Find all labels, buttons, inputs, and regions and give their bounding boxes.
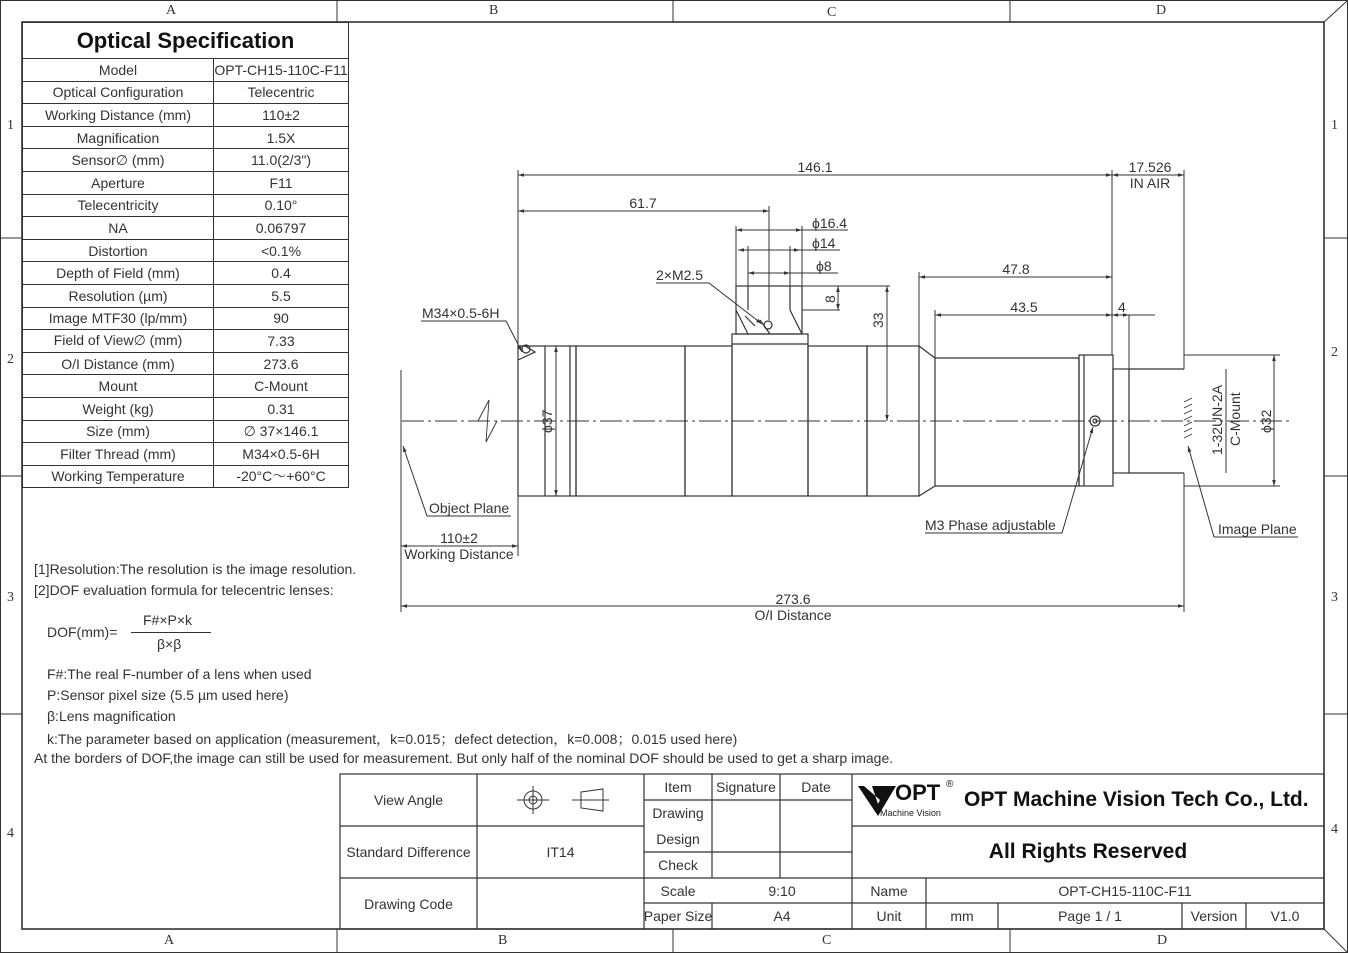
dim-text-wd: 110±2: [440, 530, 478, 546]
spec-value: ∅ 37×146.1: [214, 420, 349, 443]
dim-text-oi: 273.6: [775, 591, 811, 607]
tb-name-value: OPT-CH15-110C-F11: [1058, 882, 1192, 899]
zone-col-b-bottom: B: [498, 933, 508, 948]
note-k-parameter: k:The parameter based on application (measurement，k=0.015；defect detection，k=0.008；0.015 used here): [47, 731, 738, 747]
tb-scale: Scale: [660, 882, 696, 899]
zone-col-d-bottom: D: [1157, 933, 1168, 948]
label-m34: M34×0.5-6H: [422, 305, 500, 321]
tb-version-value: V1.0: [1270, 908, 1300, 924]
dim-text-164: ϕ16.4: [812, 215, 848, 231]
spec-key: Mount: [23, 375, 214, 398]
spec-value: 273.6: [214, 352, 349, 375]
dim-text-8: 8: [822, 295, 838, 303]
tb-unit: Unit: [876, 908, 902, 924]
spec-key: Distortion: [23, 239, 214, 262]
tb-standard-value: IT14: [546, 844, 575, 860]
dim-text-37: ϕ37: [539, 409, 555, 433]
dof-denominator: β×β: [157, 636, 182, 652]
spec-value: 110±2: [214, 104, 349, 127]
tb-item: Item: [664, 779, 692, 795]
company-name: OPT Machine Vision Tech Co., Ltd.: [964, 788, 1309, 811]
spec-value: 1.5X: [214, 126, 349, 149]
spec-value: 7.33: [214, 330, 349, 353]
spec-key: Magnification: [23, 126, 214, 149]
tb-scale-value: 9:10: [768, 882, 796, 899]
note-pixel-size: P:Sensor pixel size (5.5 µm used here): [47, 687, 289, 703]
zone-row-4-left: 4: [7, 826, 14, 841]
dim-text-478: 47.8: [1002, 261, 1030, 277]
zone-col-a-bottom: A: [164, 933, 175, 948]
spec-key: Sensor∅ (mm): [23, 149, 214, 172]
spec-key: Size (mm): [23, 420, 214, 443]
note-resolution: [1]Resolution:The resolution is the image resolution.: [34, 561, 357, 577]
dim-text-33: 33: [870, 312, 886, 328]
zone-row-1-right: 1: [1331, 118, 1338, 133]
zone-col-a-top: A: [166, 3, 177, 18]
dim-text-14: ϕ14: [812, 235, 836, 251]
zone-col-c-bottom: C: [822, 933, 832, 948]
spec-value: F11: [214, 171, 349, 194]
dim-text-17526: 17.526: [1128, 159, 1172, 175]
spec-key: NA: [23, 217, 214, 240]
dim-text-435: 43.5: [1010, 299, 1038, 315]
spec-key: O/I Distance (mm): [23, 352, 214, 375]
logo-subtitle: Machine Vision: [880, 808, 941, 818]
spec-value: Telecentric: [214, 81, 349, 104]
dof-label: DOF(mm)=: [47, 624, 118, 640]
note-magnification: β:Lens magnification: [47, 708, 176, 724]
dim-text-oi-label: O/I Distance: [754, 607, 832, 623]
cmount-text: C-Mount: [1227, 392, 1243, 446]
tb-unit-value: mm: [950, 908, 974, 924]
spec-value: 90: [214, 307, 349, 330]
note-dof-borders: At the borders of DOF,the image can still be used for measurement. But only half of the nominal DOF should be used to get a sharp image.: [34, 750, 894, 766]
spec-value: 0.06797: [214, 217, 349, 240]
tb-name: Name: [870, 882, 908, 899]
spec-key: Model: [23, 59, 214, 82]
spec-value: 0.31: [214, 397, 349, 420]
spec-value: M34×0.5-6H: [214, 443, 349, 466]
thread-text: 1-32UN-2A: [1209, 384, 1225, 455]
label-m25: 2×M2.5: [656, 267, 704, 283]
dof-numerator: F#×P×k: [143, 612, 193, 628]
zone-col-b-top: B: [489, 3, 499, 18]
spec-title: Optical Specification: [23, 23, 349, 59]
tb-check: Check: [658, 857, 698, 873]
dim-text-617: 61.7: [629, 195, 657, 211]
projection-symbol-icon: [517, 786, 609, 814]
spec-value: 11.0(2/3"): [214, 149, 349, 172]
spec-value: 0.10°: [214, 194, 349, 217]
spec-key: Field of View∅ (mm): [23, 330, 214, 353]
spec-key: Optical Configuration: [23, 81, 214, 104]
spec-key: Filter Thread (mm): [23, 443, 214, 466]
label-object-plane: Object Plane: [429, 500, 510, 516]
spec-key: Telecentricity: [23, 194, 214, 217]
tb-paper-size: Paper Size: [643, 908, 713, 924]
dim-text-32: ϕ32: [1258, 409, 1274, 433]
tb-drawing: Drawing: [652, 805, 704, 821]
note-fnumber: F#:The real F-number of a lens when used: [47, 666, 312, 682]
dim-text-wd-label: Working Distance: [404, 546, 514, 562]
tb-page: Page 1 / 1: [1058, 908, 1122, 924]
zone-col-d-top: D: [1156, 3, 1167, 18]
spec-key: Working Distance (mm): [23, 104, 214, 127]
note-dof-formula: [2]DOF evaluation formula for telecentric lenses:: [34, 582, 334, 598]
zone-row-3-left: 3: [7, 590, 14, 605]
all-rights-reserved: All Rights Reserved: [988, 840, 1188, 863]
tb-date: Date: [801, 779, 831, 795]
spec-key: Working Temperature: [23, 465, 214, 488]
zone-row-1-left: 1: [7, 118, 14, 133]
tb-view-angle: View Angle: [373, 792, 443, 808]
spec-key: Depth of Field (mm): [23, 262, 214, 285]
spec-value: 5.5: [214, 284, 349, 307]
zone-row-2-left: 2: [7, 352, 14, 367]
registered-icon: ®: [946, 779, 954, 790]
spec-value: 0.4: [214, 262, 349, 285]
label-image-plane: Image Plane: [1218, 521, 1297, 537]
spec-value: C-Mount: [214, 375, 349, 398]
tb-version: Version: [1190, 908, 1238, 924]
dim-text-8d: ϕ8: [816, 258, 832, 274]
tb-signature: Signature: [716, 779, 776, 795]
zone-row-2-right: 2: [1331, 345, 1338, 360]
zone-row-3-right: 3: [1331, 590, 1338, 605]
spec-value: -20°C～+60°C: [214, 465, 349, 488]
tb-drawing-code: Drawing Code: [364, 895, 453, 912]
zone-row-4-right: 4: [1331, 822, 1338, 837]
spec-key: Image MTF30 (lp/mm): [23, 307, 214, 330]
spec-key: Aperture: [23, 171, 214, 194]
tb-design: Design: [656, 831, 700, 847]
tb-paper-value: A4: [773, 908, 791, 924]
spec-value: OPT-CH15-110C-F11: [214, 59, 349, 82]
spec-key: Resolution (µm): [23, 284, 214, 307]
dim-text-146: 146.1: [797, 159, 833, 175]
label-m3: M3 Phase adjustable: [925, 517, 1056, 533]
tb-standard-difference: Standard Difference: [346, 844, 471, 860]
logo-text: OPT: [895, 780, 941, 805]
spec-value: <0.1%: [214, 239, 349, 262]
spec-key: Weight (kg): [23, 397, 214, 420]
zone-col-c-top: C: [827, 5, 837, 20]
dim-text-4: 4: [1118, 299, 1126, 315]
dim-text-in-air: IN AIR: [1129, 175, 1171, 191]
